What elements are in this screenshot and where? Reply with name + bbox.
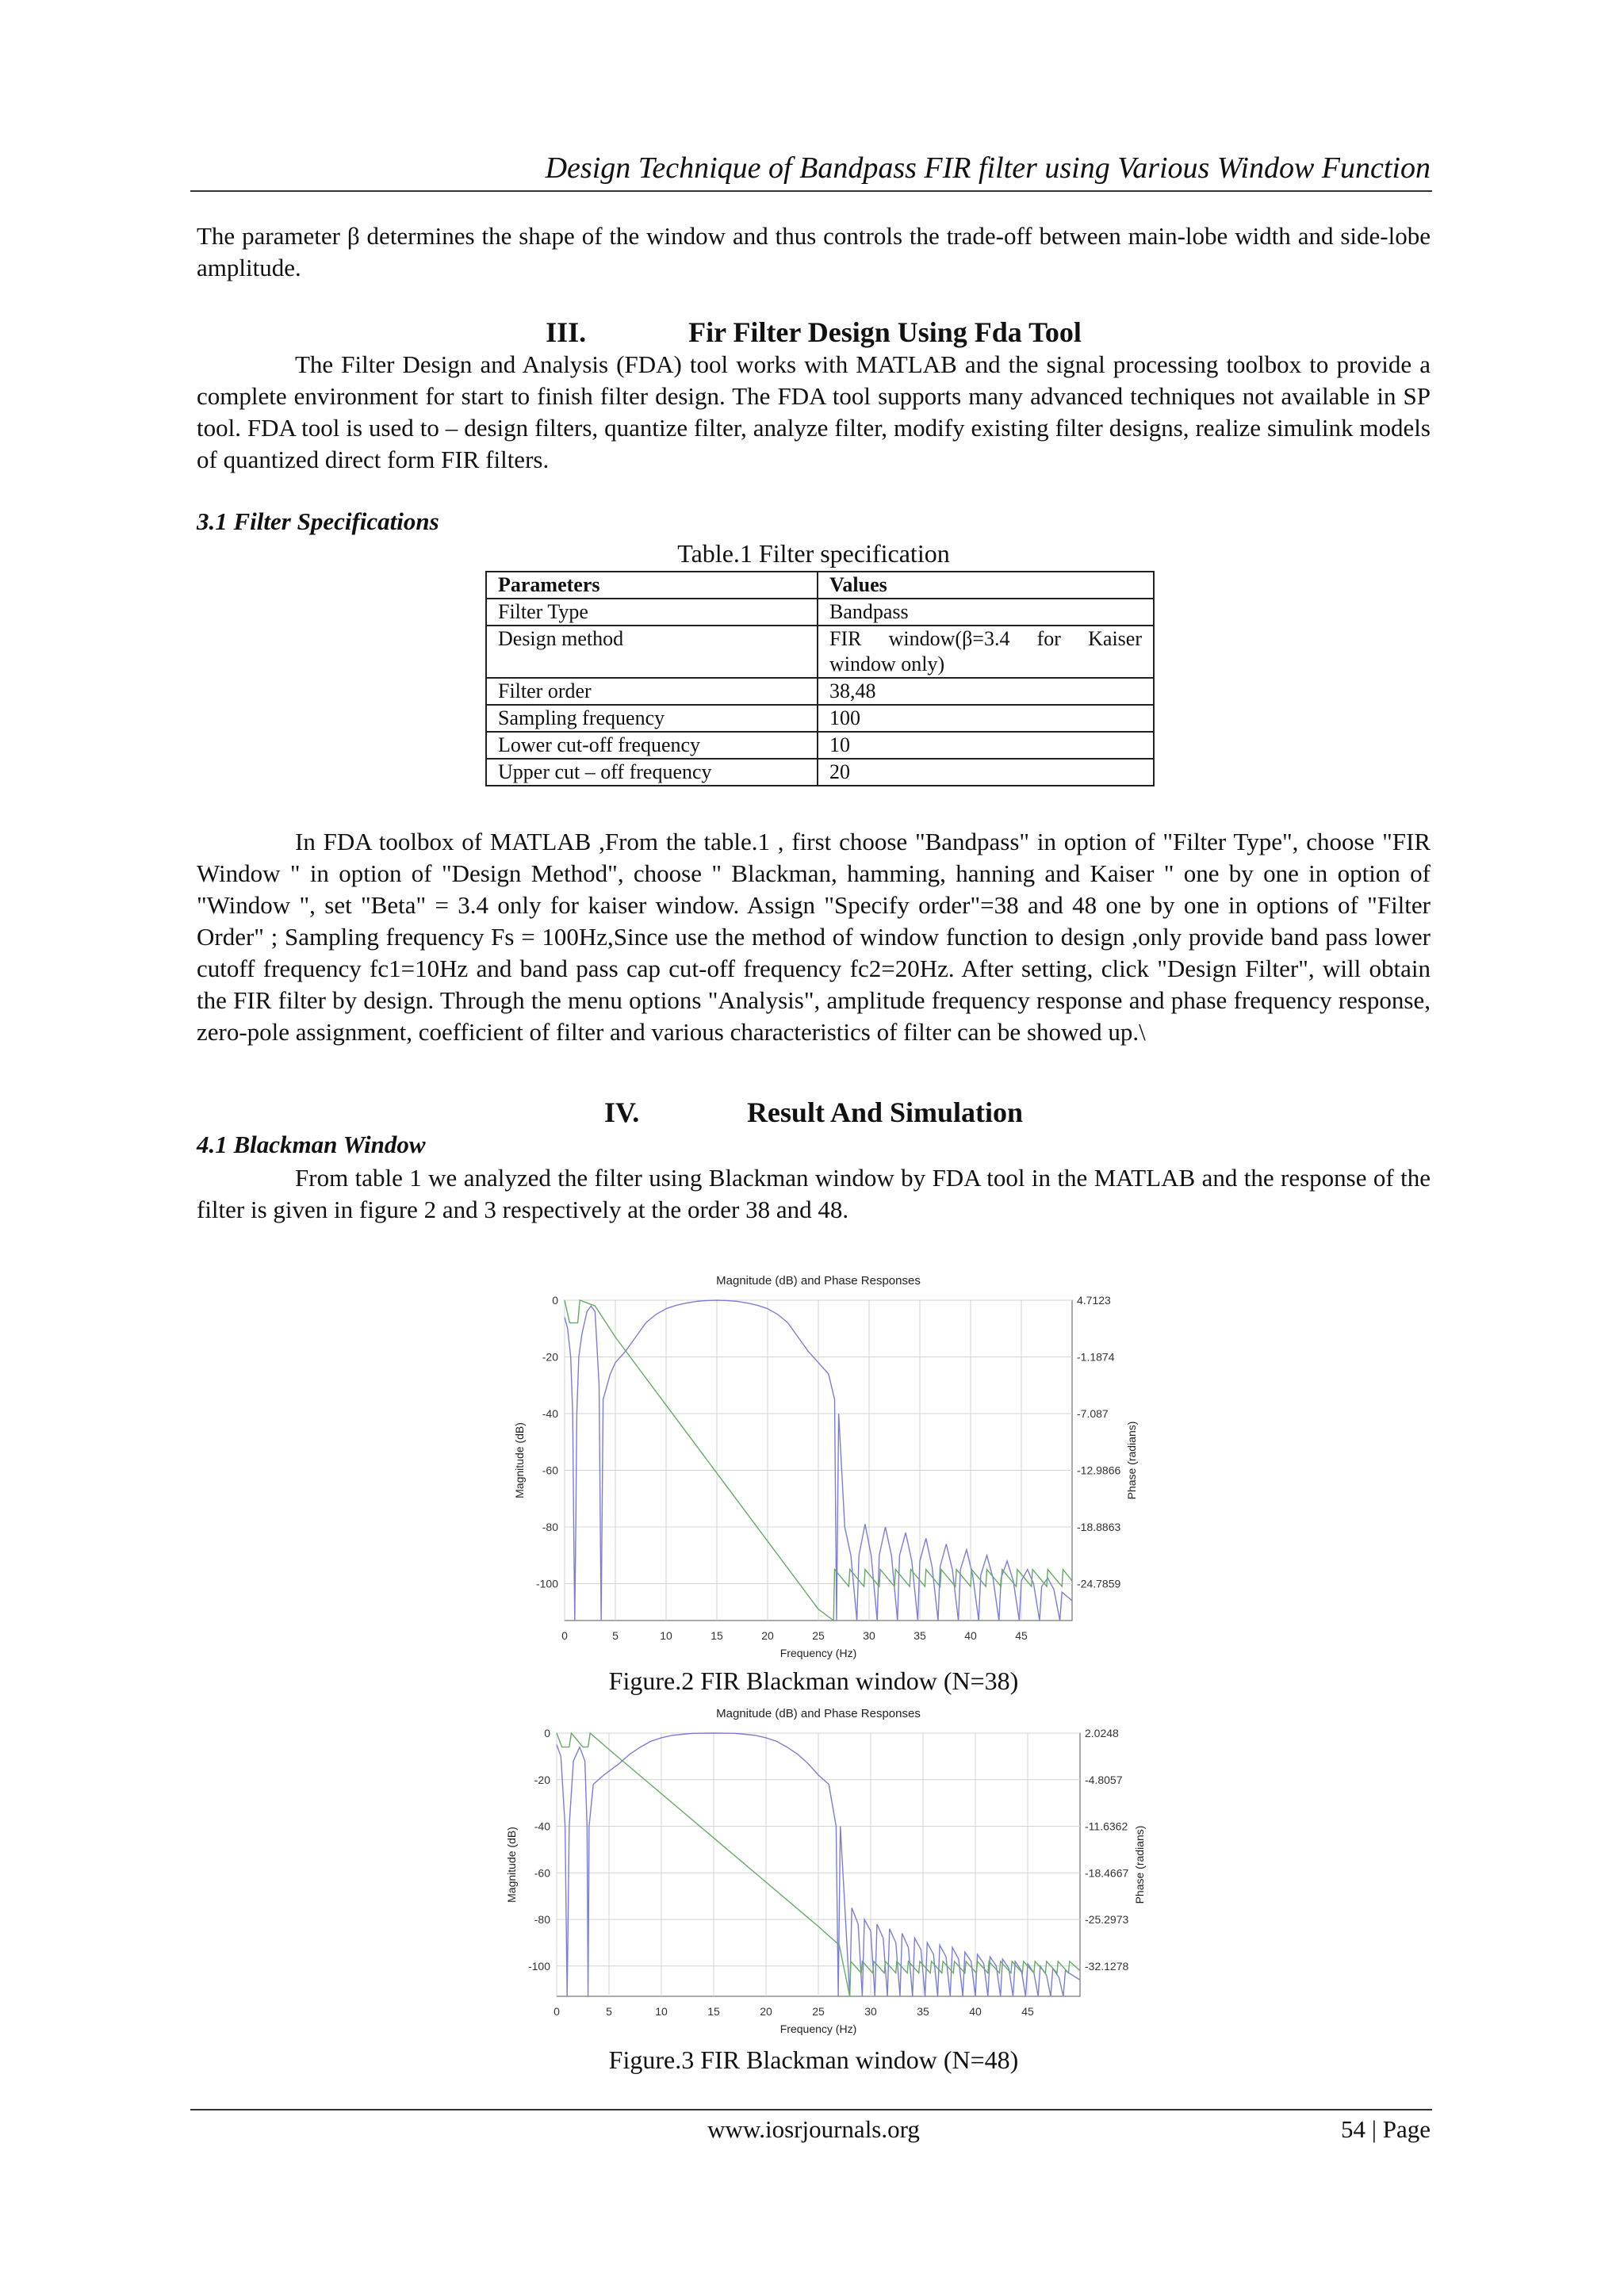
y-tick-label: -40	[534, 1820, 550, 1833]
subsection-4-1-heading: 4.1 Blackman Window	[197, 1131, 426, 1158]
y-tick-label: 0	[544, 1727, 550, 1739]
x-tick-label: 40	[969, 2005, 982, 2018]
section-3-title: Fir Filter Design Using Fda Tool	[688, 316, 1082, 348]
y-tick-label: -60	[534, 1866, 550, 1880]
table-row	[486, 759, 1154, 786]
x-tick-label: 45	[1021, 2005, 1034, 2018]
table-cell: 38,48	[818, 678, 1154, 705]
x-tick-label: 40	[964, 1629, 977, 1642]
table-cell: FIR window(β=3.4 for Kaiser window only)	[818, 626, 1154, 678]
y-tick-label: -80	[534, 1913, 550, 1927]
table-cell: 20	[818, 759, 1154, 786]
section-4-number: IV.	[603, 1096, 640, 1128]
table-cell: Upper cut – off frequency	[486, 759, 818, 786]
y2-tick-label: -7.087	[1077, 1407, 1109, 1421]
y2-tick-label: -4.8057	[1085, 1773, 1123, 1786]
section-3-heading	[197, 316, 1431, 349]
section-3-paragraph: The Filter Design and Analysis (FDA) tool works with MATLAB and the signal processing toolbox to provide a complete environment for start to finish filter design. The FDA tool supports many advanced techniques not available in SP tool. FDA tool is used to – design filters, quantize filter, analyze filter, modify existing filter designs, realize simulink models of quantized direct form FIR filters.	[197, 350, 1431, 473]
section-3-paragraph-2: In FDA toolbox of MATLAB ,From the table.1 , first choose "Bandpass" in option of "Filter Type", choose "FIR Window " in option of "Design Method", choose " Blackman, hamming, hanning and Kaiser " one by one in option of "Window ", set "Beta" = 3.4 only for kaiser window. Assign "Specify order"=38 and 48 one by one in options of "Filter Order" ; Sampling frequency Fs = 100Hz,Since use the method of window function to design ,only provide band pass lower cutoff frequency fc1=10Hz and band pass cap cut-off frequency fc2=20Hz. After setting, click "Design Filter", will obtain the FIR filter by design. Through the menu options "Analysis", amplitude frequency response and phase frequency response, zero-pole assignment, coefficient of filter and various characteristics of filter can be showed up.\	[197, 828, 1431, 1046]
footer-rule	[190, 2109, 1432, 2110]
x-tick-label: 15	[710, 1629, 723, 1642]
table-header-row	[486, 572, 1154, 599]
footer-url: www.iosrjournals.org	[707, 2115, 920, 2143]
table-cell: Lower cut-off frequency	[486, 732, 818, 759]
y2-tick-label: -24.7859	[1077, 1577, 1121, 1590]
x-tick-label: 5	[606, 2005, 612, 2018]
y-tick-label: -20	[534, 1773, 550, 1786]
intro-paragraph: The parameter β determines the shape of the window and thus controls the trade-off between main-lobe width and side-lobe amplitude.	[197, 222, 1431, 281]
table-cell: Bandpass	[818, 599, 1154, 626]
y2-tick-label: -32.1278	[1085, 1959, 1129, 1973]
y-tick-label: -60	[542, 1464, 558, 1477]
running-title: Design Technique of Bandpass FIR filter using Various Window Function	[545, 151, 1431, 185]
x-tick-label: 10	[655, 2005, 668, 2018]
x-tick-label: 10	[660, 1629, 672, 1642]
filter-spec-table	[485, 571, 1155, 786]
table-header-cell: Parameters	[486, 572, 818, 599]
x-tick-label: 35	[914, 1629, 926, 1642]
x-tick-label: 45	[1015, 1629, 1028, 1642]
y-axis-label: Magnitude (dB)	[513, 1422, 526, 1498]
chart-title: Magnitude (dB) and Phase Responses	[716, 1707, 921, 1720]
x-axis-label: Frequency (Hz)	[779, 2022, 857, 2035]
y2-tick-label: 2.0248	[1085, 1727, 1119, 1739]
header-rule	[190, 190, 1432, 192]
y2-tick-label: -12.9866	[1077, 1464, 1121, 1477]
y2-tick-label: 4.7123	[1077, 1294, 1111, 1307]
x-tick-label: 25	[812, 2005, 825, 2018]
x-axis-label: Frequency (Hz)	[779, 1647, 857, 1659]
magnitude-phase-chart-n48	[505, 1698, 1146, 2039]
section-4-heading	[197, 1096, 1431, 1129]
table-caption: Table.1 Filter specification	[677, 539, 950, 568]
table-row	[486, 599, 1154, 626]
figure-2-caption: Figure.2 FIR Blackman window (N=38)	[608, 1667, 1019, 1695]
chart-title: Magnitude (dB) and Phase Responses	[716, 1274, 921, 1288]
y-tick-label: -40	[542, 1407, 558, 1421]
y2-tick-label: -18.8863	[1077, 1521, 1121, 1534]
x-tick-label: 35	[917, 2005, 929, 2018]
table-row	[486, 626, 1154, 678]
figure-2	[508, 1256, 1142, 1668]
table-row	[486, 705, 1154, 732]
table-cell: Design method	[486, 626, 818, 678]
table-row	[486, 678, 1154, 705]
section-3-number: III.	[546, 316, 587, 348]
section-4-title: Result And Simulation	[746, 1096, 1024, 1128]
x-tick-label: 25	[812, 1629, 825, 1642]
subsection-3-1-heading: 3.1 Filter Specifications	[197, 507, 439, 535]
y2-axis-label: Phase (radians)	[1133, 1825, 1146, 1904]
y2-tick-label: -25.2973	[1085, 1913, 1129, 1927]
y-tick-label: -100	[535, 1577, 558, 1590]
table-cell: 100	[818, 705, 1154, 732]
y-axis-label: Magnitude (dB)	[505, 1827, 518, 1903]
table-cell: 10	[818, 732, 1154, 759]
y2-tick-label: -18.4667	[1085, 1866, 1129, 1880]
x-tick-label: 30	[863, 1629, 875, 1642]
magnitude-phase-chart-n38	[508, 1256, 1142, 1668]
y2-tick-label: -1.1874	[1077, 1350, 1115, 1364]
figure-3-caption: Figure.3 FIR Blackman window (N=48)	[608, 2045, 1019, 2074]
y-tick-label: -20	[542, 1350, 558, 1364]
x-tick-label: 20	[761, 1629, 774, 1642]
y-tick-label: -80	[542, 1521, 558, 1534]
y-tick-label: -100	[527, 1959, 550, 1973]
section-4-paragraph: From table 1 we analyzed the filter using Blackman window by FDA tool in the MATLAB and the response of the filter is given in figure 2 and 3 respectively at the order 38 and 48.	[197, 1164, 1431, 1223]
table-header-cell: Values	[818, 572, 1154, 599]
x-tick-label: 5	[612, 1629, 619, 1642]
y-tick-label: 0	[552, 1294, 558, 1307]
x-tick-label: 0	[561, 1629, 568, 1642]
table-row	[486, 732, 1154, 759]
table-cell: Sampling frequency	[486, 705, 818, 732]
table-cell: Filter Type	[486, 599, 818, 626]
y2-axis-label: Phase (radians)	[1125, 1421, 1138, 1500]
page-number: 54 | Page	[1341, 2115, 1431, 2143]
x-tick-label: 30	[864, 2005, 877, 2018]
x-tick-label: 15	[707, 2005, 720, 2018]
table-cell: Filter order	[486, 678, 818, 705]
y2-tick-label: -11.6362	[1085, 1820, 1128, 1833]
x-tick-label: 0	[553, 2005, 560, 2018]
figure-3	[505, 1698, 1146, 2039]
x-tick-label: 20	[760, 2005, 772, 2018]
